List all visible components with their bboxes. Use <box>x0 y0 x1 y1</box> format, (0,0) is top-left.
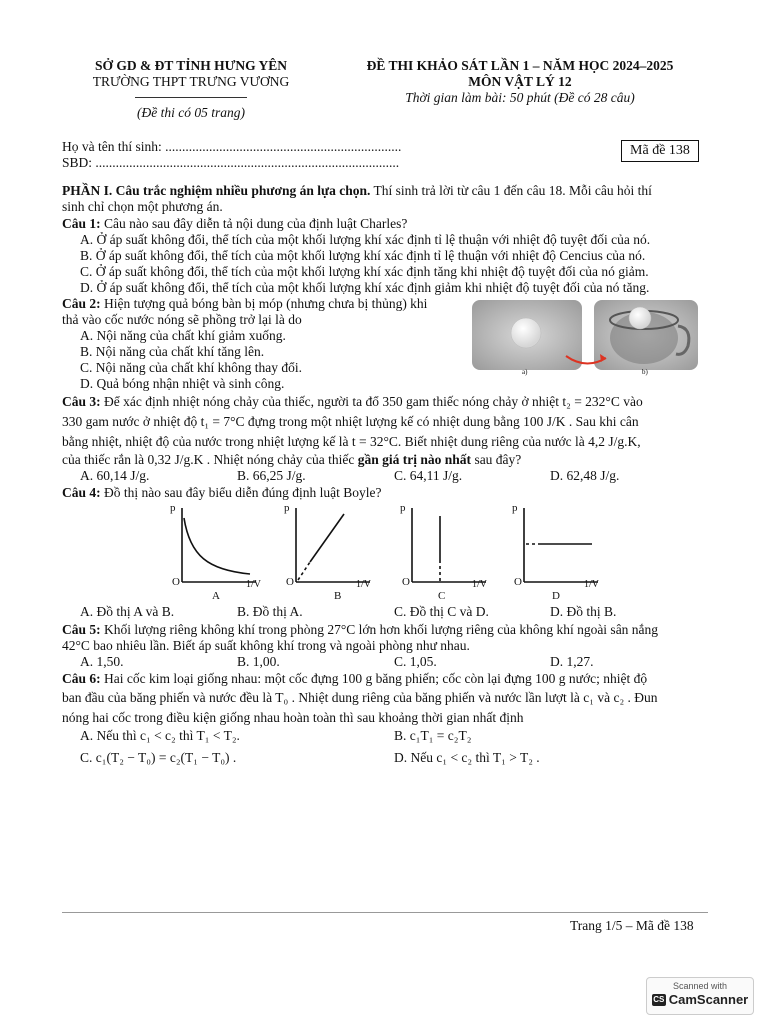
graph-a-x-label: 1/V <box>246 579 261 590</box>
q4-text: Đồ thị nào sau đây biểu diễn đúng định luật Boyle? <box>100 485 382 500</box>
camscanner-watermark <box>646 977 754 1015</box>
q2-option-a: A. Nội năng của chất khí giảm xuống. <box>80 328 286 343</box>
graph-b-x-label: 1/V <box>356 579 371 590</box>
q1-option-d: D. Ở áp suất không đổi, thể tích của một khối lượng khí xác định giảm khi nhiệt độ tuyệt đối của nó tăng. <box>80 280 650 295</box>
q3-line-4 <box>62 452 521 468</box>
school-name: TRƯỜNG THPT TRƯNG VƯƠNG <box>92 74 290 89</box>
q6-label: Câu 6: <box>62 671 101 686</box>
page-count-note: (Đề thi có 05 trang) <box>137 105 245 120</box>
camscanner-logo-icon: CS <box>653 994 665 1004</box>
q4-option-b: B. Đồ thị A. <box>237 604 303 619</box>
q6-option-a: A. Nếu thì c₁ < c₂ thì T₁ < T₂. <box>80 728 240 743</box>
q5-option-d: D. 1,27. <box>550 654 594 669</box>
graph-d-x-label: 1/V <box>584 579 599 590</box>
graph-a <box>168 504 268 605</box>
graph-c-x-label: 1/V <box>472 579 487 590</box>
q4-option-a: A. Đồ thị A và B. <box>80 604 175 619</box>
exam-title: ĐỀ THI KHẢO SÁT LẦN 1 – NĂM HỌC 2024–2025 <box>366 58 674 73</box>
graph-d-origin: O <box>514 576 522 588</box>
q3-stem <box>62 394 722 410</box>
graph-c-y-label: p <box>400 502 406 514</box>
q1-stem <box>62 216 407 232</box>
q4-label: Câu 4: <box>62 485 101 500</box>
graph-b-origin: O <box>286 576 294 588</box>
graph-d <box>510 504 610 605</box>
scanner-brand: CamScanner <box>668 992 749 1007</box>
part1-title: PHẦN I. Câu trắc nghiệm nhiều phương án lựa chọn. <box>62 183 371 198</box>
q3-emphasis: gần giá trị nào nhất <box>357 452 472 467</box>
q3-option-c: C. 64,11 J/g. <box>394 468 463 483</box>
q2-option-c: C. Nội năng của chất khí không thay đổi. <box>80 360 302 375</box>
q2-stem <box>62 296 427 312</box>
q3-option-d: D. 62,48 J/g. <box>550 468 620 483</box>
q1-option-c: C. Ở áp suất không đổi, thể tích của một khối lượng khí xác định tăng khi nhiệt độ tuyệt đối của nó giảm. <box>80 264 649 279</box>
q2-figure-label-a: a) <box>522 368 528 376</box>
student-sbd-field: SBD: .......................................................................................... <box>62 155 400 170</box>
q6-line-1: Hai cốc kim loại giống nhau: một cốc đựng 100 g băng phiến; cốc còn lại đựng 100 g nước; nhiệt độ <box>100 671 648 686</box>
q2-text-2: thả vào cốc nước nóng sẽ phồng trở lại là do <box>62 312 302 327</box>
part1-instruction-2: sinh chỉ chọn một phương án. <box>62 199 223 214</box>
q6-option-b: B. c₁T₁ = c₂T₂ <box>394 728 472 743</box>
q1-text: Câu nào sau đây diễn tả nội dung của định luật Charles? <box>100 216 408 231</box>
q1-label: Câu 1: <box>62 216 101 231</box>
exam-time: Thời gian làm bài: 50 phút (Đề có 28 câu) <box>405 90 635 105</box>
q6-line-2: ban đầu của băng phiến và nước đều là T₀ . Nhiệt dung riêng của băng phiến và nước lần lượt là c₁ và c₂ . Đun <box>62 690 658 705</box>
q1-option-b: B. Ở áp suất không đổi, thể tích của một khối lượng khí xác định tỉ lệ thuận với nhiệt độ Cencius của nó. <box>80 248 646 263</box>
q6-stem <box>62 671 647 687</box>
q5-option-a: A. 1,50. <box>80 654 124 669</box>
q3-line-3: bằng nhiệt, nhiệt độ của nước trong nhiệt lượng kế là t = 32°C. Biết nhiệt dung riêng của nước là 4,2 J/g.K, <box>62 434 641 449</box>
student-name-field: Họ và tên thí sinh: ...................................................................... <box>62 139 402 154</box>
graph-b <box>282 504 382 605</box>
graph-c <box>398 504 498 605</box>
scanner-caption: Scanned with <box>672 981 728 991</box>
q2-label: Câu 2: <box>62 296 101 311</box>
q2-figure-label-b: b) <box>642 368 648 376</box>
graph-d-y-label: p <box>512 502 518 514</box>
q3-line-4a: của thiếc rắn là 0,32 J/g.K . Nhiệt nóng chảy của thiếc <box>62 452 358 467</box>
q5-option-c: C. 1,05. <box>394 654 437 669</box>
q6-line-3: nóng hai cốc trong điều kiện giống nhau hoàn toàn thì sau khoảng thời gian nhất định <box>62 710 524 725</box>
page-footer: Trang 1/5 – Mã đề 138 <box>570 918 694 933</box>
header-divider <box>135 97 247 98</box>
part1-heading <box>62 183 712 199</box>
q3-line-2: 330 gam nước ở nhiệt độ t₁ = 7°C đựng trong một nhiệt lượng kế có nhiệt dung bằng 100 J/K . Sau khi cân <box>62 414 639 429</box>
q2-option-b: B. Nội năng của chất khí tăng lên. <box>80 344 265 359</box>
q3-option-b: B. 66,25 J/g. <box>237 468 306 483</box>
q2-figure <box>470 298 702 380</box>
q2-text-1: Hiện tượng quả bóng bàn bị móp (nhưng chưa bị thủng) khi <box>100 296 428 311</box>
graph-d-name: D <box>552 590 560 602</box>
q3-line-4c: sau đây? <box>471 452 522 467</box>
q5-label: Câu 5: <box>62 622 101 637</box>
graph-b-y-label: p <box>284 502 290 514</box>
q6-option-c: C. c₁(T₂ − T₀) = c₂(T₁ − T₀) . <box>80 750 237 765</box>
q4-stem <box>62 485 381 501</box>
graph-c-name: C <box>438 590 446 602</box>
q4-option-d: D. Đồ thị B. <box>550 604 617 619</box>
subject-title: MÔN VẬT LÝ 12 <box>468 74 572 89</box>
q5-option-b: B. 1,00. <box>237 654 280 669</box>
department-name: SỞ GD & ĐT TỈNH HƯNG YÊN <box>94 58 288 73</box>
graph-b-name: B <box>334 590 342 602</box>
footer-divider <box>62 912 708 913</box>
q5-line-2: 42°C bao nhiêu lần. Biết áp suất không khí trong và ngoài phòng như nhau. <box>62 638 470 653</box>
q3-option-a: A. 60,14 J/g. <box>80 468 150 483</box>
q3-label: Câu 3: <box>62 394 101 409</box>
exam-code-box: Mã đề 138 <box>621 140 699 162</box>
graph-c-origin: O <box>402 576 410 588</box>
graph-a-name: A <box>212 590 220 602</box>
q2-option-d: D. Quả bóng nhận nhiệt và sinh công. <box>80 376 285 391</box>
q5-stem <box>62 622 658 638</box>
q1-option-a: A. Ở áp suất không đổi, thể tích của một khối lượng khí xác định tỉ lệ thuận với nhiệt độ tuyệt đối của nó. <box>80 232 651 247</box>
q3-line-1: Để xác định nhiệt nóng chảy của thiếc, người ta đổ 350 gam thiếc nóng chảy ở nhiệt t₂ = 232°C vào <box>100 394 643 409</box>
q5-line-1: Khối lượng riêng không khí trong phòng 27°C lớn hơn khối lượng riêng của không khí ngoài sân nắng <box>100 622 659 637</box>
q4-option-c: C. Đồ thị C và D. <box>394 604 489 619</box>
graph-a-y-label: p <box>170 502 176 514</box>
q6-option-d: D. Nếu c₁ < c₂ thì T₁ > T₂ . <box>394 750 540 765</box>
part1-instruction: Thí sinh trả lời từ câu 1 đến câu 18. Mỗi câu hỏi thí <box>370 183 652 198</box>
graph-a-origin: O <box>172 576 180 588</box>
